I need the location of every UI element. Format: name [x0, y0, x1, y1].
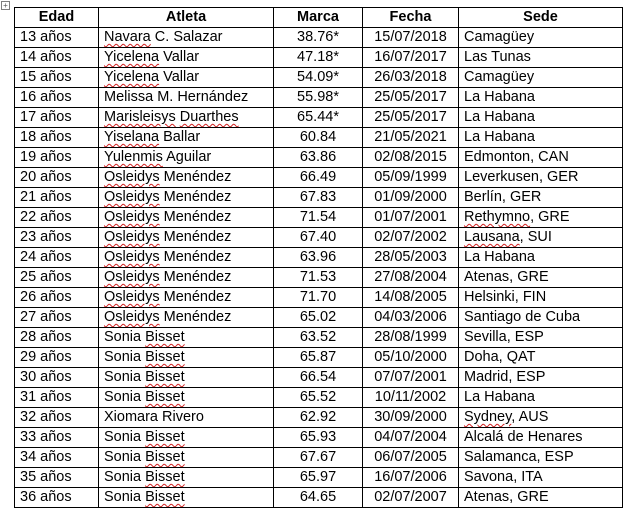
records-table [14, 7, 623, 508]
table-row [15, 388, 623, 408]
cell-atleta[interactable] [99, 28, 274, 48]
cell-edad[interactable] [15, 168, 99, 188]
cell-fecha[interactable] [363, 248, 459, 268]
cell-sede-text: Rethymno, GRE [464, 209, 570, 225]
cell-atleta-text: Yulenmis Aguilar [104, 149, 212, 165]
cell-atleta[interactable] [99, 488, 274, 508]
cell-edad-text: 20 años [20, 169, 72, 185]
cell-fecha-text: 14/08/2005 [374, 289, 447, 305]
cell-marca[interactable] [274, 388, 363, 408]
cell-atleta-text: Yiselana Ballar [104, 129, 201, 145]
cell-sede[interactable] [459, 488, 623, 508]
cell-atleta-text: Yicelena Vallar [104, 69, 200, 85]
cell-atleta[interactable] [99, 148, 274, 168]
cell-fecha-text: 05/09/1999 [374, 169, 447, 185]
cell-atleta-text: Xiomara Rivero [104, 409, 204, 425]
table-row [15, 128, 623, 148]
cell-edad-text: 30 años [20, 369, 72, 385]
cell-atleta[interactable] [99, 288, 274, 308]
cell-fecha-text: 25/05/2017 [374, 89, 447, 105]
cell-fecha-text: 02/07/2007 [374, 489, 447, 505]
cell-fecha-text: 07/07/2001 [374, 369, 447, 385]
cell-atleta[interactable] [99, 88, 274, 108]
cell-edad[interactable] [15, 108, 99, 128]
cell-marca-text: 66.54 [299, 369, 337, 385]
cell-edad[interactable] [15, 348, 99, 368]
table-row [15, 168, 623, 188]
table-row [15, 408, 623, 428]
cell-marca[interactable] [274, 408, 363, 428]
cell-edad-text: 24 años [20, 249, 72, 265]
cell-fecha[interactable] [363, 428, 459, 448]
cell-atleta[interactable] [99, 348, 274, 368]
cell-atleta[interactable] [99, 168, 274, 188]
cell-edad[interactable] [15, 368, 99, 388]
table-header-row [15, 8, 623, 28]
cell-marca-text: 54.09* [297, 69, 339, 85]
cell-atleta-text: Sonia Bisset [104, 389, 185, 405]
cell-atleta[interactable] [99, 448, 274, 468]
cell-fecha[interactable] [363, 208, 459, 228]
table-row [15, 348, 623, 368]
cell-edad[interactable] [15, 128, 99, 148]
cell-fecha-text: 16/07/2006 [374, 469, 447, 485]
cell-edad-text: 17 años [20, 109, 72, 125]
cell-edad-text: 18 años [20, 129, 72, 145]
cell-fecha-text: 01/07/2001 [374, 209, 447, 225]
cell-atleta-text: Marisleisys Duarthes [104, 109, 239, 125]
cell-atleta-text: Osleidys Menéndez [104, 229, 232, 245]
header-edad: Edad [15, 8, 99, 28]
cell-atleta[interactable] [99, 268, 274, 288]
header-atleta: Atleta [99, 8, 274, 28]
cell-atleta-text: Sonia Bisset [104, 369, 185, 385]
cell-sede-text: Atenas, GRE [464, 269, 549, 285]
cell-fecha-text: 25/05/2017 [374, 109, 447, 125]
cell-fecha[interactable] [363, 388, 459, 408]
cell-atleta[interactable] [99, 228, 274, 248]
cell-atleta[interactable] [99, 188, 274, 208]
table-row [15, 468, 623, 488]
cell-fecha-text: 28/05/2003 [374, 249, 447, 265]
cell-sede[interactable] [459, 28, 623, 48]
cell-edad[interactable] [15, 408, 99, 428]
cell-marca-text: 67.83 [299, 189, 337, 205]
cell-sede[interactable] [459, 188, 623, 208]
table-row [15, 208, 623, 228]
cell-marca-text: 65.52 [299, 389, 337, 405]
cell-marca[interactable] [274, 228, 363, 248]
table-row [15, 68, 623, 88]
cell-fecha-text: 16/07/2017 [374, 49, 447, 65]
cell-sede[interactable] [459, 448, 623, 468]
cell-sede[interactable] [459, 268, 623, 288]
cell-atleta-text: Sonia Bisset [104, 349, 185, 365]
cell-marca-text: 67.40 [299, 229, 337, 245]
cell-marca[interactable] [274, 208, 363, 228]
cell-atleta-text: Osleidys Menéndez [104, 269, 232, 285]
cell-fecha-text: 06/07/2005 [374, 449, 447, 465]
cell-marca[interactable] [274, 188, 363, 208]
cell-fecha[interactable] [363, 288, 459, 308]
cell-sede-text: Santiago de Cuba [464, 309, 581, 325]
cell-sede[interactable] [459, 88, 623, 108]
cell-edad[interactable] [15, 228, 99, 248]
cell-atleta-text: Yicelena Vallar [104, 49, 200, 65]
cell-marca[interactable] [274, 468, 363, 488]
cell-atleta-text: Navara C. Salazar [104, 29, 223, 45]
cell-edad-text: 33 años [20, 429, 72, 445]
cell-fecha[interactable] [363, 448, 459, 468]
cell-marca-text: 63.86 [299, 149, 337, 165]
cell-marca-text: 65.02 [299, 309, 337, 325]
table-row [15, 448, 623, 468]
cell-marca[interactable] [274, 168, 363, 188]
cell-fecha[interactable] [363, 108, 459, 128]
cell-marca-text: 63.52 [299, 329, 337, 345]
cell-sede[interactable] [459, 168, 623, 188]
cell-marca-text: 65.97 [299, 469, 337, 485]
cell-sede-text: La Habana [464, 109, 535, 125]
cell-marca-text: 65.44* [297, 109, 339, 125]
cell-edad-text: 22 años [20, 209, 72, 225]
cell-fecha-text: 04/07/2004 [374, 429, 447, 445]
cell-edad-text: 14 años [20, 49, 72, 65]
cell-marca[interactable] [274, 448, 363, 468]
table-row [15, 88, 623, 108]
cell-edad-text: 23 años [20, 229, 72, 245]
table-row [15, 188, 623, 208]
table-row [15, 328, 623, 348]
cell-sede[interactable] [459, 208, 623, 228]
cell-marca-text: 71.70 [299, 289, 337, 305]
cell-marca[interactable] [274, 428, 363, 448]
cell-atleta[interactable] [99, 108, 274, 128]
cell-edad[interactable] [15, 308, 99, 328]
cell-atleta-text: Sonia Bisset [104, 329, 185, 345]
cell-edad-text: 19 años [20, 149, 72, 165]
cell-edad[interactable] [15, 428, 99, 448]
cell-fecha[interactable] [363, 188, 459, 208]
cell-marca-text: 71.54 [299, 209, 337, 225]
cell-atleta[interactable] [99, 248, 274, 268]
cell-sede-text: Berlín, GER [464, 189, 542, 205]
cell-marca[interactable] [274, 268, 363, 288]
cell-edad-text: 34 años [20, 449, 72, 465]
cell-atleta[interactable] [99, 48, 274, 68]
cell-marca[interactable] [274, 108, 363, 128]
cell-atleta[interactable] [99, 428, 274, 448]
cell-edad[interactable] [15, 88, 99, 108]
table-row [15, 368, 623, 388]
cell-edad-text: 31 años [20, 389, 72, 405]
cell-fecha-text: 26/03/2018 [374, 69, 447, 85]
cell-sede-text: Sydney, AUS [464, 409, 549, 425]
table-body [15, 28, 623, 508]
cell-marca[interactable] [274, 288, 363, 308]
cell-sede[interactable] [459, 68, 623, 88]
cell-fecha[interactable] [363, 148, 459, 168]
cell-sede[interactable] [459, 228, 623, 248]
cell-sede-text: Leverkusen, GER [464, 169, 579, 185]
header-sede: Sede [459, 8, 623, 28]
cell-fecha-text: 30/09/2000 [374, 409, 447, 425]
cell-sede[interactable] [459, 468, 623, 488]
cell-sede[interactable] [459, 288, 623, 308]
cell-atleta-text: Sonia Bisset [104, 449, 185, 465]
cell-edad-text: 25 años [20, 269, 72, 285]
cell-atleta[interactable] [99, 408, 274, 428]
cell-sede[interactable] [459, 128, 623, 148]
cell-marca[interactable] [274, 348, 363, 368]
cell-marca[interactable] [274, 248, 363, 268]
cell-fecha-text: 27/08/2004 [374, 269, 447, 285]
table-row [15, 268, 623, 288]
cell-edad-text: 26 años [20, 289, 72, 305]
cell-fecha[interactable] [363, 128, 459, 148]
cell-sede[interactable] [459, 108, 623, 128]
cell-atleta-text: Melissa M. Hernández [104, 89, 249, 105]
cell-sede-text: La Habana [464, 129, 535, 145]
cell-fecha[interactable] [363, 48, 459, 68]
cell-fecha[interactable] [363, 28, 459, 48]
table-row [15, 248, 623, 268]
cell-marca-text: 55.98* [297, 89, 339, 105]
cell-sede-text: Madrid, ESP [464, 369, 546, 385]
cell-marca-text: 67.67 [299, 449, 337, 465]
cell-edad-text: 35 años [20, 469, 72, 485]
cell-edad[interactable] [15, 248, 99, 268]
table-row [15, 308, 623, 328]
cell-sede-text: Savona, ITA [464, 469, 543, 485]
cell-fecha-text: 15/07/2018 [374, 29, 447, 45]
cell-atleta-text: Sonia Bisset [104, 489, 185, 505]
cell-sede-text: Sevilla, ESP [464, 329, 544, 345]
cell-fecha[interactable] [363, 368, 459, 388]
cell-marca[interactable] [274, 328, 363, 348]
cell-sede-text: La Habana [464, 249, 535, 265]
cell-edad[interactable] [15, 488, 99, 508]
header-fecha: Fecha [363, 8, 459, 28]
cell-edad[interactable] [15, 388, 99, 408]
cell-sede-text: Doha, QAT [464, 349, 536, 365]
cell-sede-text: Helsinki, FIN [464, 289, 547, 305]
cell-fecha[interactable] [363, 168, 459, 188]
cell-atleta-text: Osleidys Menéndez [104, 209, 232, 225]
cell-edad[interactable] [15, 28, 99, 48]
cell-sede-text: Alcalá de Henares [464, 429, 583, 445]
cell-marca[interactable] [274, 28, 363, 48]
cell-sede[interactable] [459, 148, 623, 168]
cell-atleta-text: Osleidys Menéndez [104, 249, 232, 265]
cell-sede-text: Lausana, SUI [464, 229, 552, 245]
table-row [15, 488, 623, 508]
cell-atleta[interactable] [99, 68, 274, 88]
cell-sede[interactable] [459, 248, 623, 268]
cell-sede-text: Camagüey [464, 69, 535, 85]
cell-atleta[interactable] [99, 368, 274, 388]
cell-atleta[interactable] [99, 468, 274, 488]
cell-marca[interactable] [274, 488, 363, 508]
cell-edad-text: 32 años [20, 409, 72, 425]
cell-sede[interactable] [459, 328, 623, 348]
cell-edad-text: 21 años [20, 189, 72, 205]
cell-marca-text: 63.96 [299, 249, 337, 265]
cell-marca[interactable] [274, 368, 363, 388]
cell-atleta[interactable] [99, 328, 274, 348]
table-row [15, 228, 623, 248]
cell-edad-text: 36 años [20, 489, 72, 505]
cell-edad[interactable] [15, 68, 99, 88]
cell-edad-text: 16 años [20, 89, 72, 105]
cell-sede[interactable] [459, 388, 623, 408]
cell-edad-text: 27 años [20, 309, 72, 325]
cell-sede[interactable] [459, 348, 623, 368]
cell-sede-text: Camagüey [464, 29, 535, 45]
cell-atleta-text: Sonia Bisset [104, 429, 185, 445]
cell-sede[interactable] [459, 428, 623, 448]
cell-edad[interactable] [15, 188, 99, 208]
cell-sede[interactable] [459, 368, 623, 388]
header-marca: Marca [274, 8, 363, 28]
cell-sede[interactable] [459, 308, 623, 328]
cell-sede[interactable] [459, 408, 623, 428]
cell-edad[interactable] [15, 468, 99, 488]
cell-sede-text: Edmonton, CAN [464, 149, 569, 165]
cell-edad-text: 29 años [20, 349, 72, 365]
cell-fecha[interactable] [363, 348, 459, 368]
table-row [15, 148, 623, 168]
cell-fecha[interactable] [363, 268, 459, 288]
cell-marca[interactable] [274, 308, 363, 328]
cell-marca[interactable] [274, 128, 363, 148]
table-row [15, 28, 623, 48]
cell-fecha[interactable] [363, 228, 459, 248]
cell-atleta-text: Sonia Bisset [104, 469, 185, 485]
cell-edad-text: 13 años [20, 29, 72, 45]
cell-marca-text: 71.53 [299, 269, 337, 285]
cell-fecha[interactable] [363, 408, 459, 428]
cell-atleta-text: Osleidys Menéndez [104, 169, 232, 185]
cell-edad[interactable] [15, 148, 99, 168]
cell-atleta[interactable] [99, 128, 274, 148]
cell-sede-text: La Habana [464, 89, 535, 105]
cell-edad-text: 28 años [20, 329, 72, 345]
cell-marca[interactable] [274, 148, 363, 168]
cell-marca-text: 64.65 [299, 489, 337, 505]
cell-sede[interactable] [459, 48, 623, 68]
cell-fecha-text: 02/07/2002 [374, 229, 447, 245]
cell-fecha[interactable] [363, 328, 459, 348]
cell-fecha-text: 28/08/1999 [374, 329, 447, 345]
cell-marca-text: 62.92 [299, 409, 337, 425]
table-row [15, 428, 623, 448]
cell-edad[interactable] [15, 268, 99, 288]
cell-fecha-text: 02/08/2015 [374, 149, 447, 165]
cell-fecha[interactable] [363, 488, 459, 508]
cell-marca-text: 38.76* [297, 29, 339, 45]
cell-edad[interactable] [15, 288, 99, 308]
cell-sede-text: Atenas, GRE [464, 489, 549, 505]
cell-atleta[interactable] [99, 308, 274, 328]
cell-edad[interactable] [15, 208, 99, 228]
cell-sede-text: Salamanca, ESP [464, 449, 574, 465]
cell-marca[interactable] [274, 88, 363, 108]
table-row [15, 108, 623, 128]
cell-fecha[interactable] [363, 68, 459, 88]
cell-fecha[interactable] [363, 308, 459, 328]
cell-atleta[interactable] [99, 208, 274, 228]
table-row [15, 288, 623, 308]
table-move-handle-icon[interactable]: + [1, 1, 10, 10]
cell-fecha-text: 01/09/2000 [374, 189, 447, 205]
cell-marca-text: 47.18* [297, 49, 339, 65]
cell-marca-text: 66.49 [299, 169, 337, 185]
table-row [15, 48, 623, 68]
cell-fecha-text: 10/11/2002 [374, 389, 447, 405]
cell-edad[interactable] [15, 448, 99, 468]
cell-marca-text: 65.87 [299, 349, 337, 365]
cell-atleta-text: Osleidys Menéndez [104, 289, 232, 305]
cell-atleta-text: Osleidys Menéndez [104, 189, 232, 205]
cell-sede-text: Las Tunas [464, 49, 531, 65]
cell-sede-text: La Habana [464, 389, 535, 405]
cell-edad[interactable] [15, 328, 99, 348]
cell-edad[interactable] [15, 48, 99, 68]
cell-marca-text: 60.84 [299, 129, 337, 145]
cell-fecha[interactable] [363, 468, 459, 488]
cell-edad-text: 15 años [20, 69, 72, 85]
cell-marca[interactable] [274, 48, 363, 68]
cell-marca[interactable] [274, 68, 363, 88]
cell-marca-text: 65.93 [299, 429, 337, 445]
cell-atleta-text: Osleidys Menéndez [104, 309, 232, 325]
cell-atleta[interactable] [99, 388, 274, 408]
cell-fecha-text: 05/10/2000 [374, 349, 447, 365]
cell-fecha-text: 21/05/2021 [374, 129, 447, 145]
cell-fecha-text: 04/03/2006 [374, 309, 447, 325]
cell-fecha[interactable] [363, 88, 459, 108]
